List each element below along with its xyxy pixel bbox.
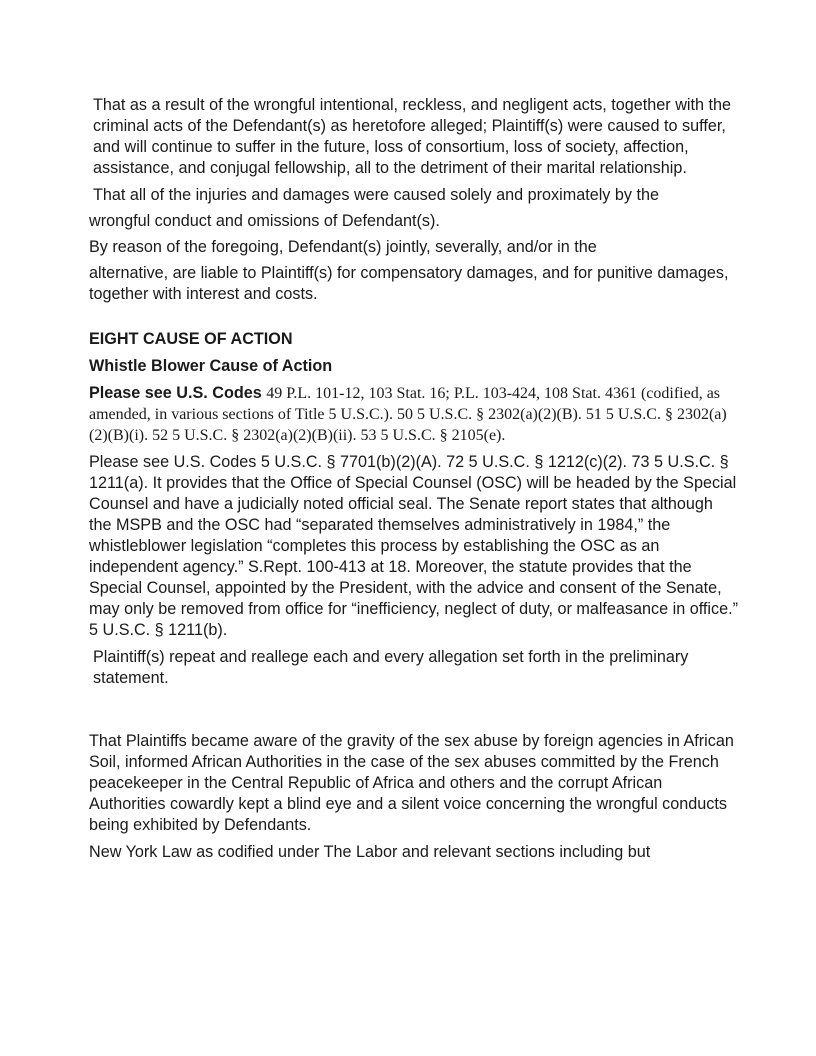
paragraph-foregoing-line1: By reason of the foregoing, Defendant(s) jointly, severally, and/or in the — [89, 238, 597, 256]
paragraph-injuries-line1: That all of the injuries and damages were caused solely and proximately by the — [93, 186, 659, 204]
section-heading-cause-of-action: EIGHT CAUSE OF ACTION — [89, 330, 293, 348]
us-codes-lead: Please see U.S. Codes — [89, 384, 262, 402]
us-codes-citation-text: 49 P.L. 101-12, 103 Stat. 16; P.L. 103-424, 108 Stat. 4361 (codified, as amended, in various sections of Title 5 U.S.C.). 50 5 U.S.C. § 2302(a)(2)(B). 51 5 U.S.C. § 2302(a)(2)(B)(i). 52 5 U.S.C. § 2302(a)(2)(B)(ii). 53 5 U.S.C. § 2105(e). — [89, 385, 727, 444]
paragraph-us-codes-citations — [89, 383, 739, 446]
paragraph-foregoing-line2: alternative, are liable to Plaintiff(s) for compensatory damages, and for punitive damages, together with interest and costs. — [89, 264, 729, 303]
paragraph-special-counsel: Please see U.S. Codes 5 U.S.C. § 7701(b)(2)(A). 72 5 U.S.C. § 1212(c)(2). 73 5 U.S.C. § 1211(a). It provides that the Office of Special Counsel (OSC) will be headed by the Special Counsel and have a judicially noted official seal. The Senate report states that although the MSPB and the OSC had “separated themselves administratively in 1984,” the whistleblower legislation “completes this process by establishing the OSC as an independent agency.” S.Rept. 100-413 at 18. Moreover, the statute provides that the Special Counsel, appointed by the President, with the advice and consent of the Senate, may only be removed from office for “inefficiency, neglect of duty, or malfeasance in office.” 5 U.S.C. § 1211(b). — [89, 453, 739, 639]
document-page — [89, 95, 739, 863]
paragraph-new-york-law: New York Law as codified under The Labor and relevant sections including but — [89, 843, 651, 861]
paragraph-plaintiffs-aware: That Plaintiffs became aware of the gravity of the sex abuse by foreign agencies in African Soil, informed African Authorities in the case of the sex abuses committed by the French peacekeeper in the Central Republic of Africa and others and the corrupt African Authorities cowardly kept a blind eye and a silent voice concerning the wrongful conducts being exhibited by Defendants. — [89, 732, 734, 834]
paragraph-injuries-line2: wrongful conduct and omissions of Defendant(s). — [89, 212, 440, 230]
paragraph-consortium-loss: That as a result of the wrongful intentional, reckless, and negligent acts, together with the criminal acts of the Defendant(s) as heretofore alleged; Plaintiff(s) were caused to suffer, and will continue to suffer in the future, loss of consortium, loss of society, affection, assistance, and conjugal fellowship, all to the detriment of their marital relationship. — [93, 96, 731, 177]
paragraph-reallege: Plaintiff(s) repeat and reallege each and every allegation set forth in the preliminary statement. — [93, 648, 689, 687]
section-subheading-whistle-blower: Whistle Blower Cause of Action — [89, 357, 333, 375]
